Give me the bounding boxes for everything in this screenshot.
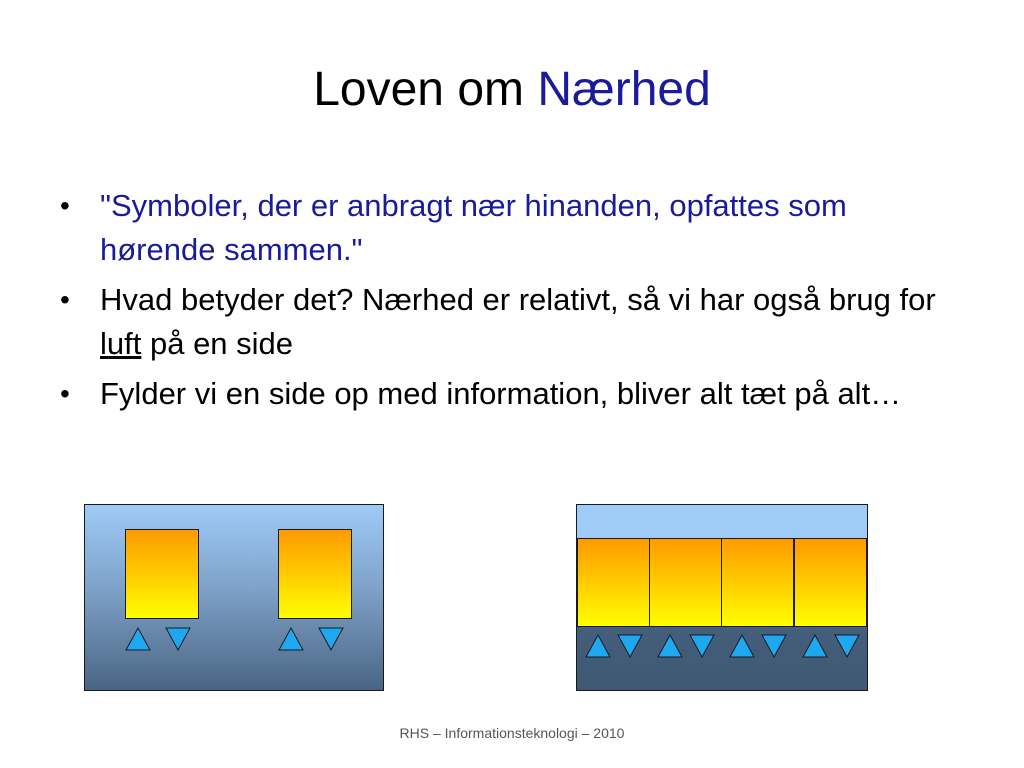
triangle-up-icon bbox=[802, 634, 828, 658]
content-box bbox=[278, 529, 352, 619]
bullet-item-quote bbox=[56, 184, 956, 272]
crowded-layout-diagram bbox=[576, 504, 868, 691]
bullet-text-air-after: på en side bbox=[141, 326, 294, 361]
spacious-layout-diagram bbox=[84, 504, 384, 691]
triangle-down-icon bbox=[834, 634, 860, 658]
bullet-list bbox=[56, 184, 956, 422]
content-box bbox=[649, 538, 722, 627]
bullet-text-quote: "Symboler, der er anbragt nær hinanden, opfattes som hørende sammen." bbox=[100, 188, 847, 267]
bullet-dot-icon: • bbox=[60, 284, 70, 315]
bullet-item-air bbox=[56, 278, 956, 366]
triangle-down-icon bbox=[761, 634, 787, 658]
bullet-text-air-underlined: luft bbox=[100, 326, 142, 361]
content-box bbox=[721, 538, 794, 627]
slide-title bbox=[0, 62, 1024, 117]
triangle-up-icon bbox=[585, 634, 611, 658]
triangle-down-icon bbox=[318, 627, 344, 651]
title-main: Loven om bbox=[313, 63, 538, 116]
bullet-item-crowded bbox=[56, 372, 956, 416]
triangle-up-icon bbox=[729, 634, 755, 658]
header-bar bbox=[577, 505, 867, 539]
title-accent: Nærhed bbox=[537, 63, 711, 116]
content-box bbox=[794, 538, 867, 627]
bullet-text-crowded: Fylder vi en side op med information, bliver alt tæt på alt… bbox=[100, 376, 902, 411]
triangle-down-icon bbox=[617, 634, 643, 658]
triangle-up-icon bbox=[657, 634, 683, 658]
bullet-text-air-before: Hvad betyder det? Nærhed er relativt, så vi har også brug for bbox=[100, 282, 936, 317]
triangle-up-icon bbox=[125, 627, 151, 651]
content-box bbox=[125, 529, 199, 619]
slide-footer: RHS – Informationsteknologi – 2010 bbox=[399, 725, 625, 741]
bullet-dot-icon: • bbox=[60, 190, 70, 221]
content-box bbox=[577, 538, 650, 627]
triangle-down-icon bbox=[165, 627, 191, 651]
triangle-up-icon bbox=[278, 627, 304, 651]
bullet-dot-icon: • bbox=[60, 378, 70, 409]
triangle-down-icon bbox=[689, 634, 715, 658]
